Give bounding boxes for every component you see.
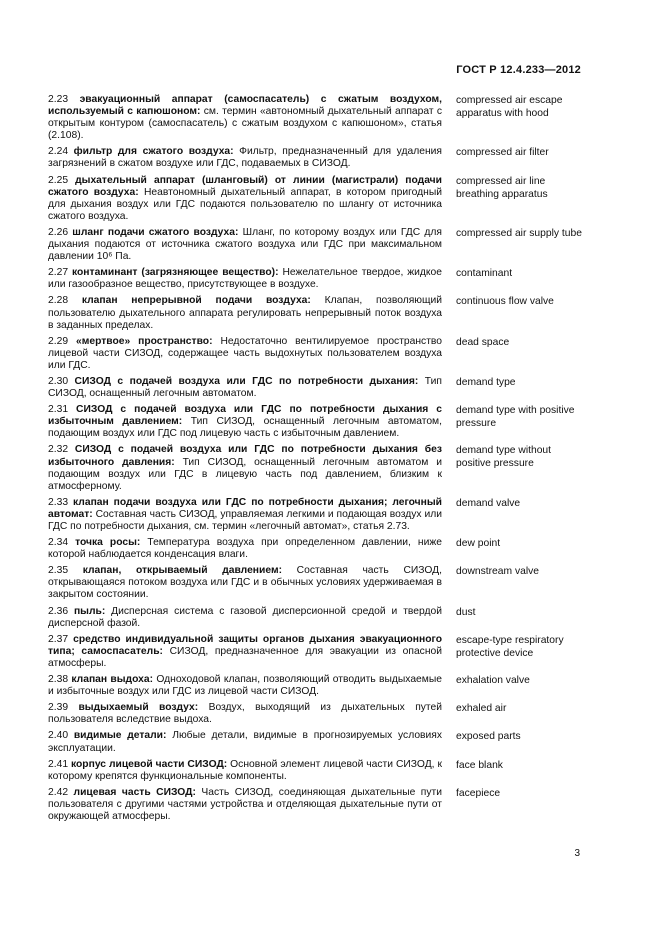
term-number: 2.27	[48, 267, 69, 279]
term-english: dust	[456, 606, 476, 618]
term-definition: Дисперсная система с газовой дисперсионной средой и твердой дисперсной фазой.	[48, 605, 442, 629]
terms-list	[48, 94, 588, 827]
term-definition: Тип СИЗОД, оснащенный легочным автоматом.	[48, 375, 442, 400]
term-definition: Часть СИЗОД, соединяющая дыхательные пути пользователя с другими частями устройства и отделяющая дыхательные пути от окружающей атмосферы.	[48, 786, 442, 822]
term-number: 2.35	[48, 565, 69, 577]
term-number: 2.31	[48, 404, 69, 416]
term-entry	[48, 444, 588, 492]
term-title: клапан выдоха:	[71, 674, 154, 686]
term-definition: см. термин «автономный дыхательный аппарат с открытым контуром (самоспасатель) с сжатым воздухом с капюшоном», статья (2.108).	[48, 106, 442, 142]
term-definition: Шланг, по которому воздух или ГДС для дыхания подаются от источника сжатого воздуха или ГДС при максимальном давлении 10⁶ Па.	[48, 226, 442, 263]
term-entry	[48, 759, 588, 783]
term-english: facepiece	[456, 787, 501, 799]
term-definition: Клапан, позволяющий пользователю дыхательного аппарата регулировать непрерывный поток воздуха в заданных пределах.	[48, 295, 442, 331]
term-number: 2.37	[48, 633, 69, 645]
term-entry	[48, 336, 588, 372]
term-english: demand type without positive pressure	[456, 445, 552, 470]
term-entry	[48, 146, 588, 170]
term-definition: Любые детали, видимые в прогнозируемых условиях эксплуатации.	[48, 730, 442, 754]
term-english: compressed air escape apparatus with hood	[456, 95, 563, 119]
term-number: 2.33	[48, 496, 69, 508]
term-title: точка росы:	[75, 537, 141, 549]
term-entry	[48, 565, 588, 601]
term-title: СИЗОД с подачей воздуха или ГДС по потребности дыхания:	[74, 375, 419, 387]
term-entry	[48, 787, 588, 823]
term-english: compressed air filter	[456, 147, 549, 159]
term-title: эвакуационный аппарат (самоспасатель) с сжатым воздухом, используемый с капюшоном:	[48, 94, 442, 118]
term-number: 2.39	[48, 702, 69, 714]
term-number: 2.41	[48, 758, 69, 770]
term-definition: Составная часть СИЗОД, управляемая легкими и подающая воздух или ГДС по потребности дыхания, см. термин «легочный автомат», статья 2.73.	[48, 508, 442, 532]
term-entry	[48, 497, 588, 533]
term-number: 2.26	[48, 226, 69, 238]
term-english: demand type with positive pressure	[456, 405, 575, 430]
term-title: средство индивидуальной защиты органов дыхания эвакуационного типа; самоспасатель:	[48, 633, 442, 657]
term-title: фильтр для сжатого воздуха:	[73, 146, 234, 158]
term-definition: Нежелательное твердое, жидкое или газообразное вещество, присутствующее в воздухе.	[48, 267, 442, 291]
term-number: 2.38	[48, 674, 69, 686]
term-entry	[48, 730, 588, 754]
term-definition: Недостаточно вентилируемое пространство лицевой части СИЗОД, содержащее часть выдохнутых пользователем воздуха или ГДС.	[48, 335, 442, 371]
term-number: 2.25	[48, 174, 69, 186]
term-number: 2.42	[48, 786, 69, 798]
term-title: СИЗОД с подачей воздуха или ГДС по потребности дыхания без избыточного давления:	[48, 444, 442, 468]
term-number: 2.40	[48, 730, 69, 742]
term-number: 2.30	[48, 375, 69, 387]
term-english: exposed parts	[456, 731, 521, 743]
term-number: 2.28	[48, 295, 69, 307]
term-entry	[48, 267, 588, 291]
term-title: клапан непрерывной подачи воздуха:	[81, 295, 311, 307]
term-definition: Неавтономный дыхательный аппарат, в котором пригодный для дыхания воздух или ГДС подаются пользователю по шлангу от источника сжатого воздуха.	[48, 186, 442, 222]
term-number: 2.32	[48, 444, 69, 456]
term-number: 2.29	[48, 335, 69, 347]
page-number: 3	[574, 848, 580, 859]
term-english: compressed air line breathing apparatus	[456, 175, 548, 200]
term-definition: Воздух, выходящий из дыхательных путей пользователя вследствие выдоха.	[48, 702, 442, 726]
term-title: шланг подачи сжатого воздуха:	[72, 226, 239, 238]
term-entry	[48, 376, 588, 400]
term-entry	[48, 634, 588, 670]
term-number: 2.36	[48, 605, 69, 617]
term-title: выдыхаемый воздух:	[78, 702, 199, 714]
term-definition: Температура воздуха при определенном давлении, ниже которой наблюдается конденсация влаги.	[48, 537, 442, 561]
term-title: лицевая часть СИЗОД:	[73, 786, 196, 798]
term-entry	[48, 227, 588, 263]
term-title: «мертвое» пространство:	[76, 335, 213, 347]
term-english: compressed air supply tube	[456, 227, 582, 239]
term-entry	[48, 674, 588, 698]
term-title: клапан подачи воздуха или ГДС по потребности дыхания; легочный автомат:	[48, 496, 442, 520]
term-english: dew point	[456, 538, 501, 550]
term-definition: Основной элемент лицевой части СИЗОД, к которому крепятся функциональные компоненты.	[48, 758, 442, 782]
term-title: контаминант (загрязняющее вещество):	[72, 267, 279, 279]
term-definition: Тип СИЗОД, оснащенный легочным автоматом, подающим воздух или ГДС под лицевую часть с избыточным давлением.	[48, 416, 442, 440]
term-title: СИЗОД с подачей воздуха или ГДС по потребности дыхания с избыточным давлением:	[48, 404, 442, 428]
term-entry	[48, 94, 588, 142]
term-entry	[48, 537, 588, 561]
term-english: exhaled air	[456, 703, 507, 715]
term-definition: Составная часть СИЗОД, открывающаяся потоком воздуха или ГДС и в обычных условиях удерживаемая в закрытом состоянии.	[48, 565, 442, 601]
term-english: continuous flow valve	[456, 296, 554, 308]
term-english: escape-type respiratory protective device	[456, 634, 564, 659]
term-entry	[48, 702, 588, 726]
term-entry	[48, 175, 588, 223]
term-english: dead space	[456, 336, 510, 348]
term-english: downstream valve	[456, 566, 539, 578]
term-title: корпус лицевой части СИЗОД:	[71, 758, 228, 770]
term-entry	[48, 295, 588, 331]
term-title: клапан, открываемый давлением:	[82, 565, 282, 577]
term-title: дыхательный аппарат (шланговый) от линии (магистрали) подачи сжатого воздуха:	[48, 174, 442, 198]
term-title: видимые детали:	[73, 730, 167, 742]
term-title: пыль:	[73, 605, 106, 617]
term-english: exhalation valve	[456, 675, 530, 687]
term-definition: СИЗОД, предназначенное для эвакуации из опасной атмосферы.	[48, 645, 442, 669]
term-english: face blank	[456, 759, 503, 771]
term-number: 2.24	[48, 146, 69, 158]
document-code: ГОСТ Р 12.4.233—2012	[456, 64, 581, 76]
term-entry	[48, 606, 588, 630]
term-number: 2.34	[48, 537, 69, 549]
term-entry	[48, 404, 588, 440]
term-definition: Одноходовой клапан, позволяющий отводить выдыхаемые и избыточные воздух или ГДС из лицевой части СИЗОД.	[48, 674, 442, 698]
term-english: contaminant	[456, 268, 513, 280]
term-definition: Тип СИЗОД, оснащенный легочным автоматом и подающим воздух или ГДС в лицевую часть под давлением, близким к атмосферному.	[48, 456, 442, 492]
term-number: 2.23	[48, 94, 69, 105]
term-english: demand valve	[456, 497, 521, 509]
term-english: demand type	[456, 376, 516, 388]
term-definition: Фильтр, предназначенный для удаления загрязнений в сжатом воздухе или ГДС, подаваемых в СИЗОД.	[48, 146, 442, 170]
